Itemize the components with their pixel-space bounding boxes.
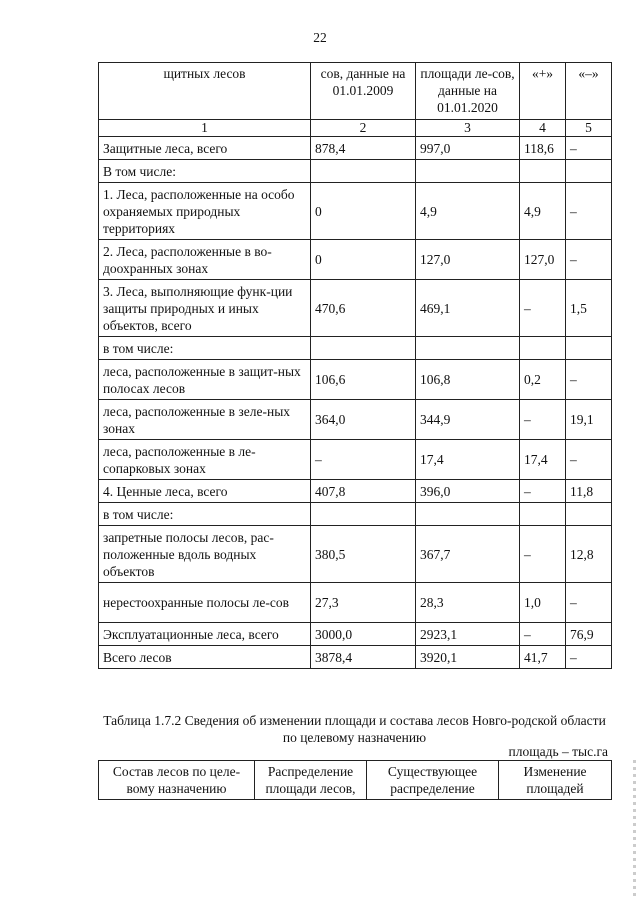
row-value bbox=[520, 160, 566, 183]
row-value: 2923,1 bbox=[416, 623, 520, 646]
row-value: 4,9 bbox=[416, 183, 520, 240]
page-number: 22 bbox=[313, 30, 327, 45]
table-row bbox=[99, 646, 612, 669]
row-value: – bbox=[520, 280, 566, 337]
forest-protection-table bbox=[98, 62, 612, 669]
column-number: 1 bbox=[99, 120, 311, 137]
row-value: 28,3 bbox=[416, 583, 520, 623]
row-value: 11,8 bbox=[566, 480, 612, 503]
row-value bbox=[311, 337, 416, 360]
forest-change-table bbox=[98, 760, 612, 800]
row-value: 469,1 bbox=[416, 280, 520, 337]
row-value: 12,8 bbox=[566, 526, 612, 583]
row-value: 4,9 bbox=[520, 183, 566, 240]
row-value: – bbox=[566, 440, 612, 480]
row-value: 364,0 bbox=[311, 400, 416, 440]
table-row bbox=[99, 183, 612, 240]
header-cell-minus: «–» bbox=[566, 63, 612, 120]
row-value bbox=[416, 337, 520, 360]
row-label: Эксплуатационные леса, всего bbox=[99, 623, 311, 646]
table-row bbox=[99, 623, 612, 646]
row-value: 27,3 bbox=[311, 583, 416, 623]
column-number: 4 bbox=[520, 120, 566, 137]
row-value: 344,9 bbox=[416, 400, 520, 440]
row-value: – bbox=[520, 480, 566, 503]
row-value: 407,8 bbox=[311, 480, 416, 503]
row-value bbox=[566, 503, 612, 526]
row-value bbox=[566, 160, 612, 183]
row-value: – bbox=[566, 583, 612, 623]
table-header-row bbox=[99, 761, 612, 800]
row-value: 127,0 bbox=[416, 240, 520, 280]
table-row bbox=[99, 583, 612, 623]
row-value: 1,0 bbox=[520, 583, 566, 623]
row-value: 3000,0 bbox=[311, 623, 416, 646]
row-label: 2. Леса, расположенные в во-доохранных зонах bbox=[99, 240, 311, 280]
row-label: В том числе: bbox=[99, 160, 311, 183]
row-label: леса, расположенные в защит-ных полосах лесов bbox=[99, 360, 311, 400]
row-value: 19,1 bbox=[566, 400, 612, 440]
row-value: 0 bbox=[311, 240, 416, 280]
table-row bbox=[99, 240, 612, 280]
row-value: 106,6 bbox=[311, 360, 416, 400]
table-header-row bbox=[99, 63, 612, 120]
header-cell-name: щитных лесов bbox=[99, 63, 311, 120]
unit-label: площадь – тыс.га bbox=[508, 744, 608, 759]
table-row bbox=[99, 360, 612, 400]
table-row bbox=[99, 160, 612, 183]
row-value: 3878,4 bbox=[311, 646, 416, 669]
row-value: 76,9 bbox=[566, 623, 612, 646]
row-label: Всего лесов bbox=[99, 646, 311, 669]
column-number-row bbox=[99, 120, 612, 137]
row-label: 4. Ценные леса, всего bbox=[99, 480, 311, 503]
row-value: – bbox=[520, 400, 566, 440]
row-value: – bbox=[566, 183, 612, 240]
row-value: 470,6 bbox=[311, 280, 416, 337]
table-row bbox=[99, 480, 612, 503]
row-label: в том числе: bbox=[99, 503, 311, 526]
row-value: – bbox=[566, 240, 612, 280]
header-cell-change: Изменение площадей bbox=[499, 761, 612, 800]
row-label: Защитные леса, всего bbox=[99, 137, 311, 160]
table-row bbox=[99, 400, 612, 440]
row-value: – bbox=[311, 440, 416, 480]
row-value: – bbox=[566, 646, 612, 669]
table-row bbox=[99, 280, 612, 337]
row-label: 3. Леса, выполняющие функ-ции защиты природных и иных объектов, всего bbox=[99, 280, 311, 337]
table-row bbox=[99, 503, 612, 526]
header-cell-2009: сов, данные на 01.01.2009 bbox=[311, 63, 416, 120]
row-value: 118,6 bbox=[520, 137, 566, 160]
row-value bbox=[520, 503, 566, 526]
row-value: 380,5 bbox=[311, 526, 416, 583]
row-value bbox=[311, 160, 416, 183]
row-value bbox=[311, 503, 416, 526]
row-label: 1. Леса, расположенные на особо охраняемых природных территориях bbox=[99, 183, 311, 240]
row-value: – bbox=[566, 360, 612, 400]
table-caption: Таблица 1.7.2 Сведения об изменении площади и состава лесов Новго-родской области по целевому назначению bbox=[103, 713, 606, 745]
row-value: 3920,1 bbox=[416, 646, 520, 669]
table-row bbox=[99, 440, 612, 480]
header-cell-distribution: Распределение площади лесов, bbox=[255, 761, 367, 800]
row-value bbox=[566, 337, 612, 360]
table-row bbox=[99, 337, 612, 360]
header-cell-existing: Существующее распределение bbox=[367, 761, 499, 800]
header-cell-composition: Состав лесов по целе-вому назначению bbox=[99, 761, 255, 800]
row-value: – bbox=[520, 526, 566, 583]
column-number: 2 bbox=[311, 120, 416, 137]
row-value: 997,0 bbox=[416, 137, 520, 160]
header-cell-2020: площади ле-сов, данные на 01.01.2020 bbox=[416, 63, 520, 120]
scan-edge-mark bbox=[633, 760, 636, 900]
row-label: в том числе: bbox=[99, 337, 311, 360]
row-value: – bbox=[566, 137, 612, 160]
row-value: 1,5 bbox=[566, 280, 612, 337]
row-value: 396,0 bbox=[416, 480, 520, 503]
row-value bbox=[520, 337, 566, 360]
row-value: 41,7 bbox=[520, 646, 566, 669]
row-label: леса, расположенные в ле-сопарковых зонах bbox=[99, 440, 311, 480]
row-value: 127,0 bbox=[520, 240, 566, 280]
row-label: нерестоохранные полосы ле-сов bbox=[99, 583, 311, 623]
header-cell-plus: «+» bbox=[520, 63, 566, 120]
row-value: 17,4 bbox=[416, 440, 520, 480]
table-row bbox=[99, 526, 612, 583]
row-value: 0,2 bbox=[520, 360, 566, 400]
row-value bbox=[416, 503, 520, 526]
column-number: 5 bbox=[566, 120, 612, 137]
row-value: 878,4 bbox=[311, 137, 416, 160]
row-value: 17,4 bbox=[520, 440, 566, 480]
row-value: – bbox=[520, 623, 566, 646]
column-number: 3 bbox=[416, 120, 520, 137]
row-value bbox=[416, 160, 520, 183]
row-value: 367,7 bbox=[416, 526, 520, 583]
table-row bbox=[99, 137, 612, 160]
row-label: леса, расположенные в зеле-ных зонах bbox=[99, 400, 311, 440]
row-value: 106,8 bbox=[416, 360, 520, 400]
row-value: 0 bbox=[311, 183, 416, 240]
row-label: запретные полосы лесов, рас-положенные вдоль водных объектов bbox=[99, 526, 311, 583]
